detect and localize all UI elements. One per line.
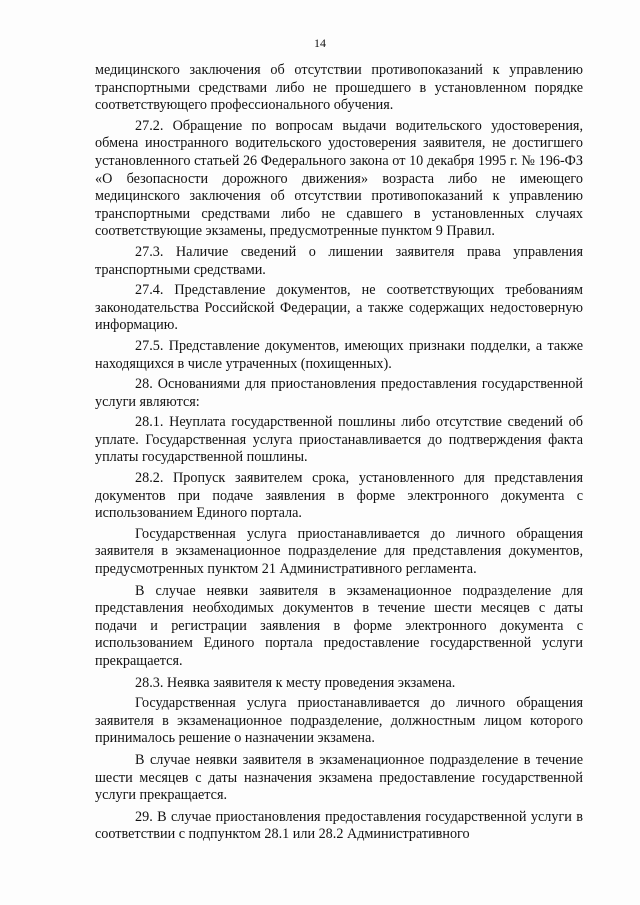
paragraph-27-2: 27.2. Обращение по вопросам выдачи водительского удостоверения, обмена иностранного водительского удостоверения заявителя, не достигшего установленного статьей 26 Федерального закона от 10 декабря 1995 г. № 196-ФЗ «О безопасности дорожного движения» возраста либо не имеющего медицинского заключения об отсутствии противопоказаний к управлению транспортными средствами либо не сдавшего в установленных случаях соответствующие экзамены, предусмотренные пунктом 9 Правил. [95,117,583,240]
paragraph-28-3-termination: В случае неявки заявителя в экзаменационное подразделение в течение шести месяцев с даты назначения экзамена предоставление государственной услуги прекращается. [95,751,583,804]
document-body [95,62,583,847]
paragraph-29: 29. В случае приостановления предоставления государственной услуги в соответствии с подпунктом 28.1 или 28.2 Административного [95,808,583,843]
paragraph-27-4: 27.4. Представление документов, не соответствующих требованиям законодательства Российской Федерации, а также содержащих недостоверную информацию. [95,282,583,334]
paragraph-28-2-termination: В случае неявки заявителя в экзаменационное подразделение для представления необходимых документов в течение шести месяцев с даты подачи и регистрации заявления в форме электронного документа с использованием Единого портала предоставление государственной услуги прекращается. [95,582,583,669]
paragraph-28: 28. Основаниями для приостановления предоставления государственной услуги являются: [95,376,583,410]
paragraph-27-5: 27.5. Представление документов, имеющих признаки подделки, а также находящихся в числе утраченных (похищенных). [95,337,583,372]
paragraph: медицинского заключения об отсутствии противопоказаний к управлению транспортными средствами либо не прошедшего в установленном порядке соответствующего профессионального обучения. [95,62,583,114]
paragraph-28-2: 28.2. Пропуск заявителем срока, установленного для представления документов при подаче заявления в форме электронного документа с использованием Единого портала. [95,470,583,522]
paragraph-28-3: 28.3. Неявка заявителя к месту проведения экзамена. [135,674,456,691]
page-number: 14 [314,36,326,50]
paragraph-27-3: 27.3. Наличие сведений о лишении заявителя права управления транспортными средствами. [95,243,583,278]
paragraph-28-3-suspension: Государственная услуга приостанавливается до личного обращения заявителя в экзаменационное подразделение, должностным лицом которого принималось решение о назначении экзамена. [95,695,583,747]
paragraph-28-1: 28.1. Неуплата государственной пошлины либо отсутствие сведений об уплате. Государственная услуга приостанавливается до подтверждения факта уплаты государственной пошлины. [95,414,583,466]
paragraph-28-2-suspension: Государственная услуга приостанавливается до личного обращения заявителя в экзаменационное подразделение для представления документов, предусмотренных пунктом 21 Административного регламента. [95,525,583,578]
